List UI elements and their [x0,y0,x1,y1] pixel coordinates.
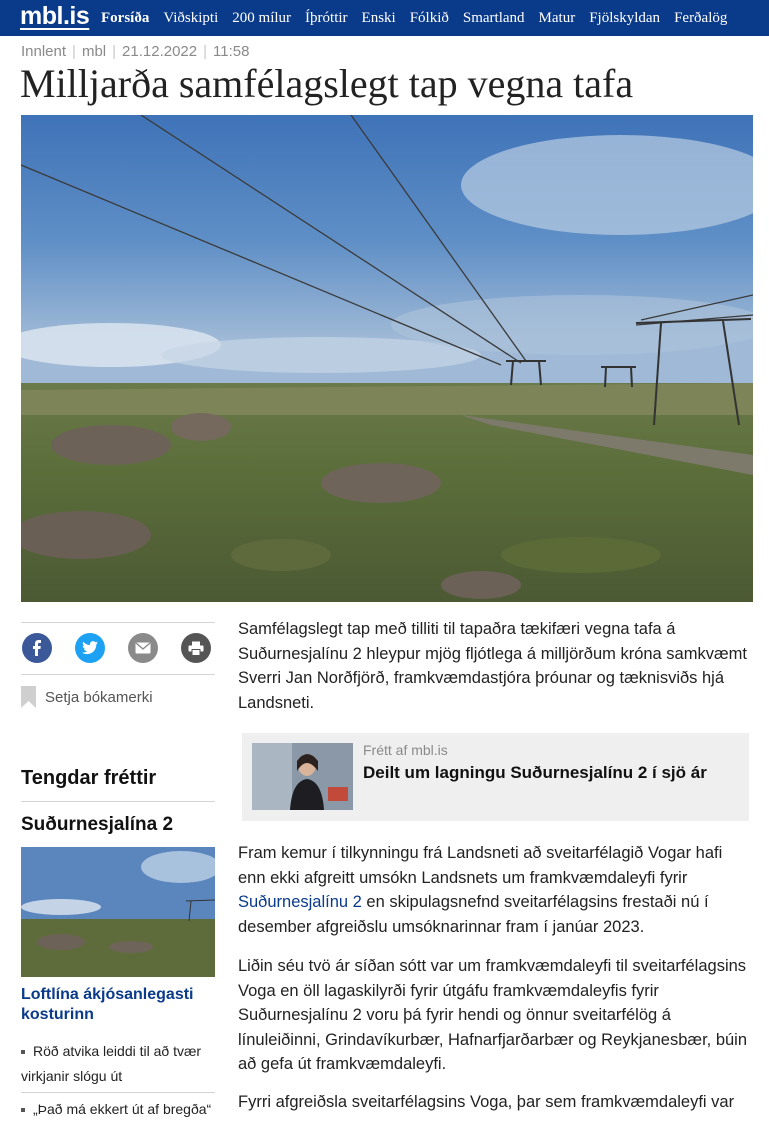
bullet-marker [21,1050,25,1054]
meta-separator: | [72,43,76,60]
nav-item-fjolskyldan[interactable]: Fjölskyldan [589,10,661,26]
related-main-link[interactable]: Loftlína ákjósanlegasti kosturinn [21,986,194,1023]
twitter-icon[interactable] [75,633,105,663]
nav-menu [101,0,741,36]
bullet-divider [21,1092,215,1093]
bullet-text: „Það má ekkert út af bregða“ [33,1101,212,1117]
article-paragraph [238,841,753,939]
site-logo[interactable]: mbl.is [20,2,90,30]
share-divider-bottom [21,674,215,675]
bookmark-icon [21,686,36,708]
sidebar-divider [21,801,215,802]
nav-item-matur[interactable]: Matur [538,10,576,26]
article-date: 21.12.2022 [122,43,198,60]
paragraph-text: en skipulagsnefnd sveitarfélagsins frestaði nú í desember afgreiðslu umsóknarinnar fram í janúar 2023. [238,893,709,936]
nav-item-folkid[interactable]: Fólkið [409,10,449,26]
article-category[interactable]: Innlent [21,43,67,60]
related-thumbnail[interactable] [21,847,215,977]
related-news-heading: Tengdar fréttir [21,767,157,789]
share-divider-top [21,622,215,623]
article-source: mbl [81,43,107,60]
share-buttons [22,633,211,663]
nav-item-vidskipti[interactable]: Viðskipti [163,10,219,26]
related-article-card[interactable] [242,733,749,821]
bullet-text: Röð atvika leiddi til að tvær virkjanir slógu út [21,1043,202,1084]
bookmark-label: Setja bókamerki [45,688,153,706]
related-article-source: Frétt af mbl.is [363,742,448,758]
nav-item-enski[interactable]: Enski [361,10,396,26]
inline-link-sudurnesjalina[interactable]: Suðurnesjalínu 2 [238,893,362,912]
hero-image[interactable] [21,115,753,602]
landscape-photo [21,115,753,602]
paragraph-text: Fram kemur í tilkynningu frá Landsneti að sveitarfélagið Vogar hafi enn ekki afgreitt umsókn Landsnets um framkvæmdaleyfi fyrir [238,844,723,887]
article-meta [21,43,249,60]
related-article-title[interactable]: Deilt um lagningu Suðurnesjalínu 2 í sjö ár [363,763,707,782]
nav-item-200-milur[interactable]: 200 mílur [232,10,292,26]
article-time: 11:58 [213,43,250,60]
article-paragraph: Fyrri afgreiðsla sveitarfélagsins Voga, þar sem framkvæmdaleyfi var [238,1093,735,1111]
nav-item-smartland[interactable]: Smartland [462,10,525,26]
article-paragraph: Liðin séu tvö ár síðan sótt var um framkvæmdaleyfi til sveitarfélagsins Voga en öll lagaskilyrði fyrir útgáfu framkvæmdaleyfis fyrir Suðurnesjalínu 2 voru þá fyrir hendi og önnur sveitarfélög á línuleiðinni, Grindavíkurbær, Hafnarfjarðarbær og Reykjanesbær, búin að gefa út framkvæmdaleyfi. [238,957,748,1074]
related-article-thumbnail [252,743,353,810]
meta-separator: | [203,43,208,60]
related-bullet-link[interactable] [21,1039,215,1089]
nav-item-forsida[interactable]: Forsíða [101,10,150,26]
meta-separator: | [112,43,117,60]
facebook-icon[interactable] [22,633,52,663]
portrait-photo [252,743,353,810]
print-icon[interactable] [181,633,211,663]
article-paragraph: Samfélagslegt tap með tilliti til tapaðra tækifæri vegna tafa á Suðurnesjalínu 2 hleypur mjög fljótlega á milljörðum króna samkvæmt Sverri Jan Norðfjörð, framkvæmdastjóra þróunar og tæknisviðs hjá Landsneti. [238,620,747,712]
related-topic[interactable]: Suðurnesjalína 2 [21,814,174,835]
related-bullet-link[interactable] [21,1097,215,1122]
email-icon[interactable] [128,633,158,663]
article-title: Milljarða samfélagslegt tap vegna tafa [20,61,634,106]
top-navigation [0,0,769,36]
nav-item-ithrottir[interactable]: Íþróttir [305,10,348,26]
landscape-thumbnail [21,847,215,977]
nav-item-ferdalog[interactable]: Ferðalög [674,10,728,26]
bookmark-button[interactable] [21,686,153,708]
